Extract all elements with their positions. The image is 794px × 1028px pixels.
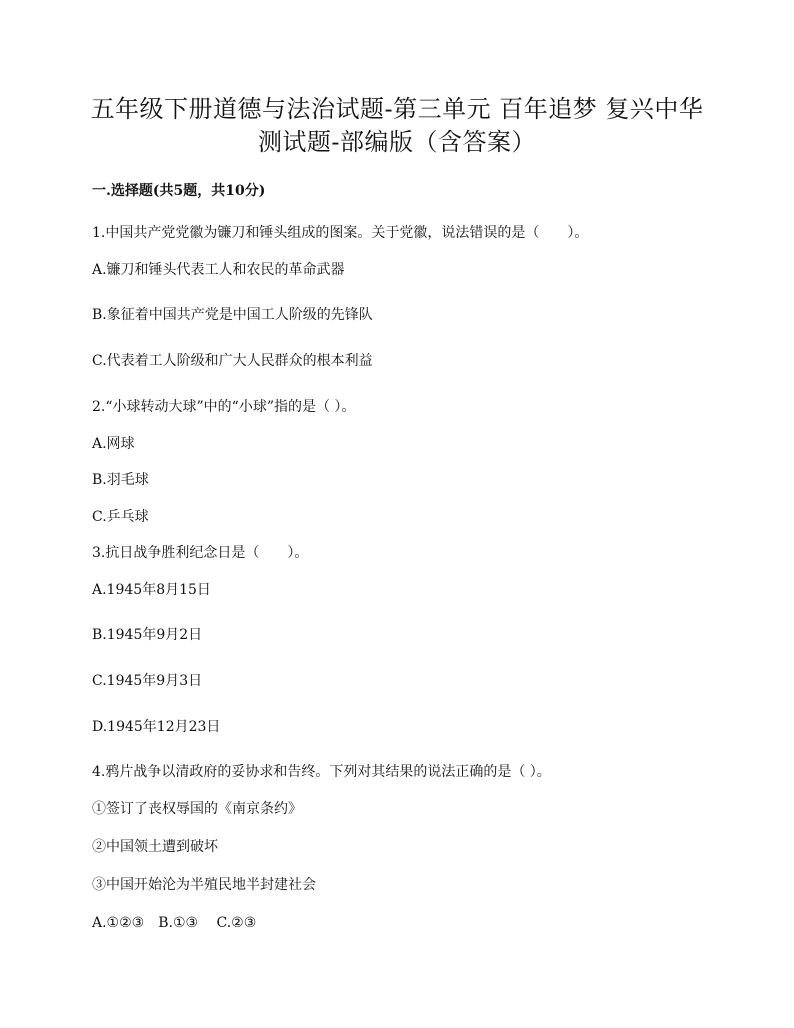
document-title-line-1: 五年级下册道德与法治试题-第三单元 百年追梦 复兴中华 (90, 95, 704, 123)
question-2-option-a: A.网球 (92, 436, 135, 452)
question-2-option-b: B.羽毛球 (92, 472, 149, 488)
question-4-statement-3: ③中国开始沦为半殖民地半封建社会 (92, 877, 316, 893)
question-2-stem: 2.“小球转动大球”中的“小球”指的是（ ）。 (92, 399, 356, 415)
question-3-stem: 3.抗日战争胜利纪念日是（ ）。 (92, 545, 309, 561)
question-1-stem: 1.中国共产党党徽为镰刀和锤头组成的图案。关于党徽，说法错误的是（ ）。 (92, 225, 589, 241)
section-heading: 一.选择题(共5题，共10分) (92, 183, 266, 199)
question-4-stem: 4.鸦片战争以清政府的妥协求和告终。下列对其结果的说法正确的是（ ）。 (92, 764, 551, 780)
question-4-options: A.①②③ B.①③ C.②③ (92, 915, 257, 931)
question-2-option-c: C.乒乓球 (92, 509, 149, 525)
question-4-statement-1: ①签订了丧权辱国的《南京条约》 (92, 801, 302, 817)
question-1-option-b: B.象征着中国共产党是中国工人阶级的先锋队 (92, 307, 373, 323)
question-3-option-a: A.1945年8月15日 (92, 582, 211, 598)
question-1-option-c: C.代表着工人阶级和广大人民群众的根本利益 (92, 353, 373, 369)
question-3-option-b: B.1945年9月2日 (92, 627, 203, 643)
document-title-line-2: 测试题-部编版（含答案） (257, 128, 537, 156)
question-3-option-c: C.1945年9月3日 (92, 673, 203, 689)
question-1-option-a: A.镰刀和锤头代表工人和农民的革命武器 (92, 262, 345, 278)
question-4-statement-2: ②中国领土遭到破坏 (92, 839, 218, 855)
question-3-option-d: D.1945年12月23日 (92, 719, 221, 735)
